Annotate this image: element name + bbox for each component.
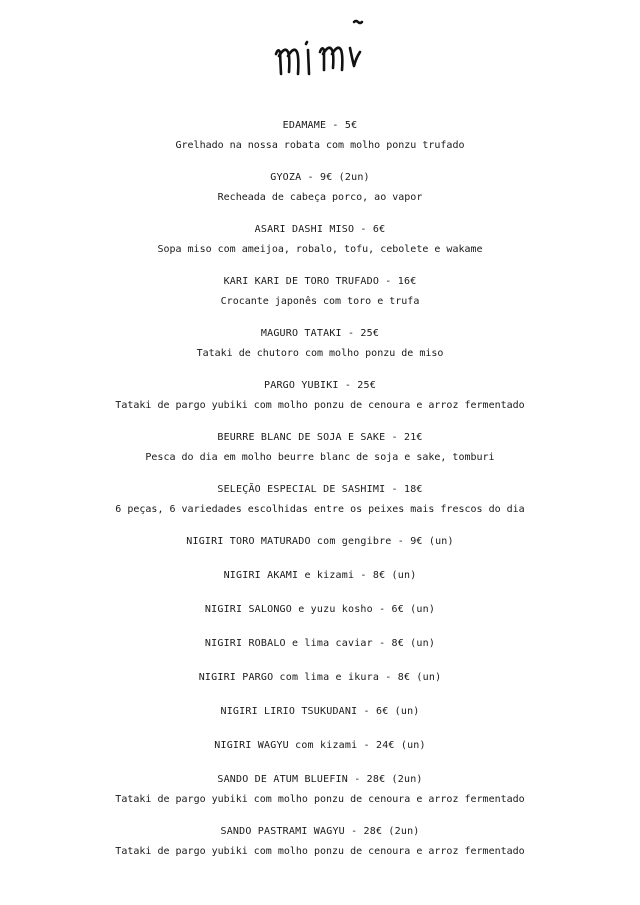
menu-item-description: Sopa miso com ameijoa, robalo, tofu, cebolete e wakame (157, 244, 483, 255)
menu-item-name: NIGIRI ROBALO e lima caviar - 8€ (un) (204, 638, 436, 649)
menu-item (0, 636, 640, 670)
menu-item (0, 602, 640, 636)
menu-item (0, 222, 640, 274)
mimi-logo-icon (270, 18, 370, 80)
menu-item-name: BEURRE BLANC DE SOJA E SAKE - 21€ (217, 432, 423, 443)
menu-item (0, 482, 640, 534)
menu-item (0, 274, 640, 326)
menu-item (0, 738, 640, 772)
menu-item-name: ASARI DASHI MISO - 6€ (254, 224, 386, 235)
menu-item-description: Crocante japonês com toro e trufa (220, 296, 420, 307)
menu-item-name: NIGIRI PARGO com lima e ikura - 8€ (un) (198, 672, 442, 683)
menu-item-description: Tataki de chutoro com molho ponzu de miso (196, 348, 444, 359)
menu-item-name: NIGIRI WAGYU com kizami - 24€ (un) (214, 740, 426, 751)
menu-item (0, 378, 640, 430)
menu-item-description: Grelhado na nossa robata com molho ponzu trufado (175, 140, 465, 151)
menu-item-description: 6 peças, 6 variedades escolhidas entre os peixes mais frescos do dia (115, 504, 525, 515)
menu-item (0, 118, 640, 170)
menu-list (0, 118, 640, 876)
menu-item-description: Recheada de cabeça porco, ao vapor (217, 192, 423, 203)
menu-item-name: SELEÇÃO ESPECIAL DE SASHIMI - 18€ (217, 484, 423, 495)
menu-item (0, 326, 640, 378)
menu-item-description: Tataki de pargo yubiki com molho ponzu de cenoura e arroz fermentado (115, 846, 525, 857)
menu-item (0, 534, 640, 568)
menu-item-name: KARI KARI DE TORO TRUFADO - 16€ (223, 276, 417, 287)
menu-item-name: MAGURO TATAKI - 25€ (260, 328, 380, 339)
menu-item (0, 670, 640, 704)
menu-item-name: NIGIRI SALONGO e yuzu kosho - 6€ (un) (204, 604, 436, 615)
menu-item (0, 568, 640, 602)
menu-item (0, 170, 640, 222)
menu-item (0, 824, 640, 876)
menu-item-description: Tataki de pargo yubiki com molho ponzu de cenoura e arroz fermentado (115, 794, 525, 805)
menu-item-name: NIGIRI LIRIO TSUKUDANI - 6€ (un) (220, 706, 420, 717)
menu-item-name: PARGO YUBIKI - 25€ (264, 380, 376, 391)
menu-item-description: Pesca do dia em molho beurre blanc de soja e sake, tomburi (145, 452, 495, 463)
menu-item-name: EDAMAME - 5€ (282, 120, 358, 131)
menu-item-name: NIGIRI AKAMI e kizami - 8€ (un) (223, 570, 417, 581)
menu-item (0, 430, 640, 482)
menu-item-name: SANDO DE ATUM BLUEFIN - 28€ (2un) (217, 774, 423, 785)
menu-item (0, 704, 640, 738)
menu-item-name: SANDO PASTRAMI WAGYU - 28€ (2un) (220, 826, 420, 837)
menu-item-name: NIGIRI TORO MATURADO com gengibre - 9€ (un) (186, 536, 454, 547)
menu-item-description: Tataki de pargo yubiki com molho ponzu de cenoura e arroz fermentado (115, 400, 525, 411)
menu-item (0, 772, 640, 824)
menu-item-name: GYOZA - 9€ (2un) (270, 172, 370, 183)
